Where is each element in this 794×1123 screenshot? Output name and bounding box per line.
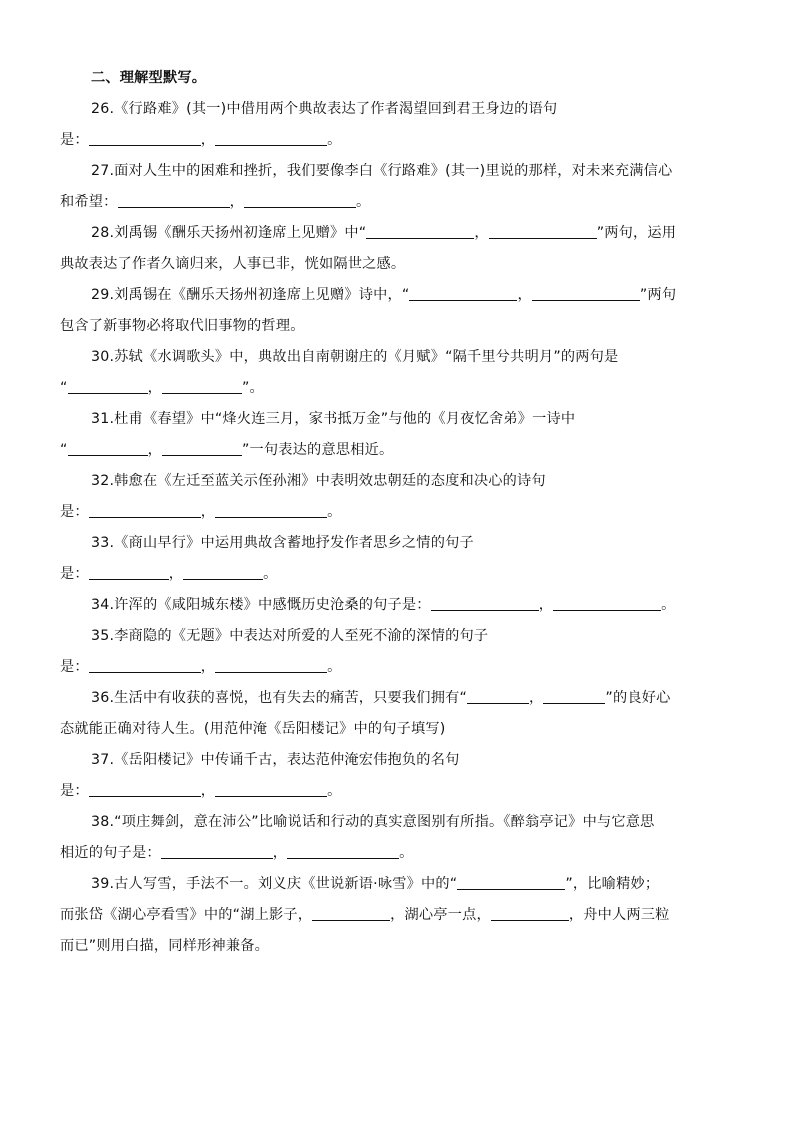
answer-blank[interactable] [532, 286, 640, 301]
question-36-line-1: 36.生活中有收获的喜悦，也有失去的痛苦，只要我们拥有“ ， ”的良好心 [91, 690, 671, 706]
question-35-line-2: 是： ， 。 [60, 659, 342, 675]
question-number: 38. [91, 814, 115, 830]
answer-blank[interactable] [409, 286, 517, 301]
question-36-line-2: 态就能正确对待人生。(用范仲淹《岳阳楼记》中的句子填写) [60, 721, 446, 737]
question-26-line-1: 26.《行路难》(其一)中借用两个典故表达了作者渴望回到君王身边的语句 [91, 101, 558, 117]
question-27-line-2: 和希望： ， 。 [60, 194, 371, 210]
answer-blank[interactable] [89, 658, 201, 673]
answer-blank[interactable] [89, 565, 169, 580]
question-37-line-1: 37.《岳阳楼记》中传诵千古，表达范仲淹宏伟抱负的名句 [91, 752, 460, 768]
question-37-line-2: 是： ， 。 [60, 783, 342, 799]
question-30-line-2: “ ， ”。 [60, 380, 264, 396]
section-title: 二、理解型默写。 [91, 70, 207, 86]
question-39-line-1: 39.古人写雪，手法不一。刘义庆《世说新语·咏雪》中的“ ”，比喻精妙； [91, 876, 660, 892]
answer-blank[interactable] [287, 844, 399, 859]
answer-blank[interactable] [312, 906, 390, 921]
answer-blank[interactable] [431, 596, 539, 611]
question-number: 34. [91, 597, 115, 613]
question-number: 26. [91, 101, 115, 117]
question-number: 28. [91, 225, 115, 241]
question-33-line-1: 33.《商山早行》中运用典故含蓄地抒发作者思乡之情的句子 [91, 535, 474, 551]
question-number: 39. [91, 876, 115, 892]
question-number: 36. [91, 690, 115, 706]
question-38-line-1: 38.“项庄舞剑，意在沛公”比喻说话和行动的真实意图别有所指。《醉翁亭记》中与它意思 [91, 814, 655, 830]
question-30-line-1: 30.苏轼《水调歌头》中，典故出自南朝谢庄的《月赋》“隔千里兮共明月”的两句是 [91, 349, 619, 365]
answer-blank[interactable] [244, 193, 356, 208]
question-number: 35. [91, 628, 115, 644]
answer-blank[interactable] [457, 875, 565, 890]
question-31-line-1: 31.杜甫《春望》中“烽火连三月，家书抵万金”与他的《月夜忆舍弟》一诗中 [91, 411, 576, 427]
answer-blank[interactable] [162, 441, 242, 456]
question-33-line-2: 是： ， 。 [60, 566, 278, 582]
question-31-line-2: “ ， ”一句表达的意思相近。 [60, 442, 394, 458]
question-29-line-1: 29.刘禹锡在《酬乐天扬州初逢席上见赠》诗中，“ ， ”两句 [91, 287, 677, 303]
answer-blank[interactable] [183, 565, 263, 580]
answer-blank[interactable] [68, 441, 148, 456]
answer-blank[interactable] [543, 689, 605, 704]
answer-blank[interactable] [68, 379, 148, 394]
question-number: 27. [91, 163, 115, 179]
question-number: 33. [91, 535, 115, 551]
question-35-line-1: 35.李商隐的《无题》中表达对所爱的人至死不渝的深情的句子 [91, 628, 489, 644]
question-number: 31. [91, 411, 115, 427]
answer-blank[interactable] [118, 193, 230, 208]
question-39-line-2: 而张岱《湖心亭看雪》中的“湖上影子， ，湖心亭一点， ，舟中人两三粒 [60, 907, 670, 923]
answer-blank[interactable] [89, 782, 201, 797]
question-32-line-2: 是： ， 。 [60, 504, 342, 520]
answer-blank[interactable] [89, 503, 201, 518]
question-28-line-2: 典故表达了作者久谪归来，人事已非，恍如隔世之感。 [60, 256, 406, 272]
question-27-line-1: 27.面对人生中的困难和挫折，我们要像李白《行路难》(其一)里说的那样，对未来充满信心 [91, 163, 673, 179]
question-number: 37. [91, 752, 115, 768]
question-26-line-2: 是： ， 。 [60, 132, 342, 148]
answer-blank[interactable] [215, 131, 327, 146]
answer-blank[interactable] [215, 782, 327, 797]
question-number: 32. [91, 473, 115, 489]
question-29-line-2: 包含了新事物必将取代旧事物的哲理。 [60, 318, 305, 334]
answer-blank[interactable] [215, 658, 327, 673]
question-32-line-1: 32.韩愈在《左迁至蓝关示侄孙湘》中表明效忠朝廷的态度和决心的诗句 [91, 473, 546, 489]
question-38-line-2: 相近的句子是： ， 。 [60, 845, 414, 861]
answer-blank[interactable] [162, 379, 242, 394]
question-number: 30. [91, 349, 115, 365]
question-34-line-1: 34.许浑的《咸阳城东楼》中感慨历史沧桑的句子是： ， 。 [91, 597, 676, 613]
answer-blank[interactable] [366, 224, 474, 239]
question-number: 29. [91, 287, 115, 303]
answer-blank[interactable] [161, 844, 273, 859]
answer-blank[interactable] [89, 131, 201, 146]
question-39-line-3: 而已”则用白描，同样形神兼备。 [60, 938, 269, 954]
answer-blank[interactable] [467, 689, 529, 704]
answer-blank[interactable] [491, 906, 569, 921]
answer-blank[interactable] [215, 503, 327, 518]
question-28-line-1: 28.刘禹锡《酬乐天扬州初逢席上见赠》中“ ， ”两句，运用 [91, 225, 677, 241]
answer-blank[interactable] [553, 596, 661, 611]
answer-blank[interactable] [489, 224, 597, 239]
